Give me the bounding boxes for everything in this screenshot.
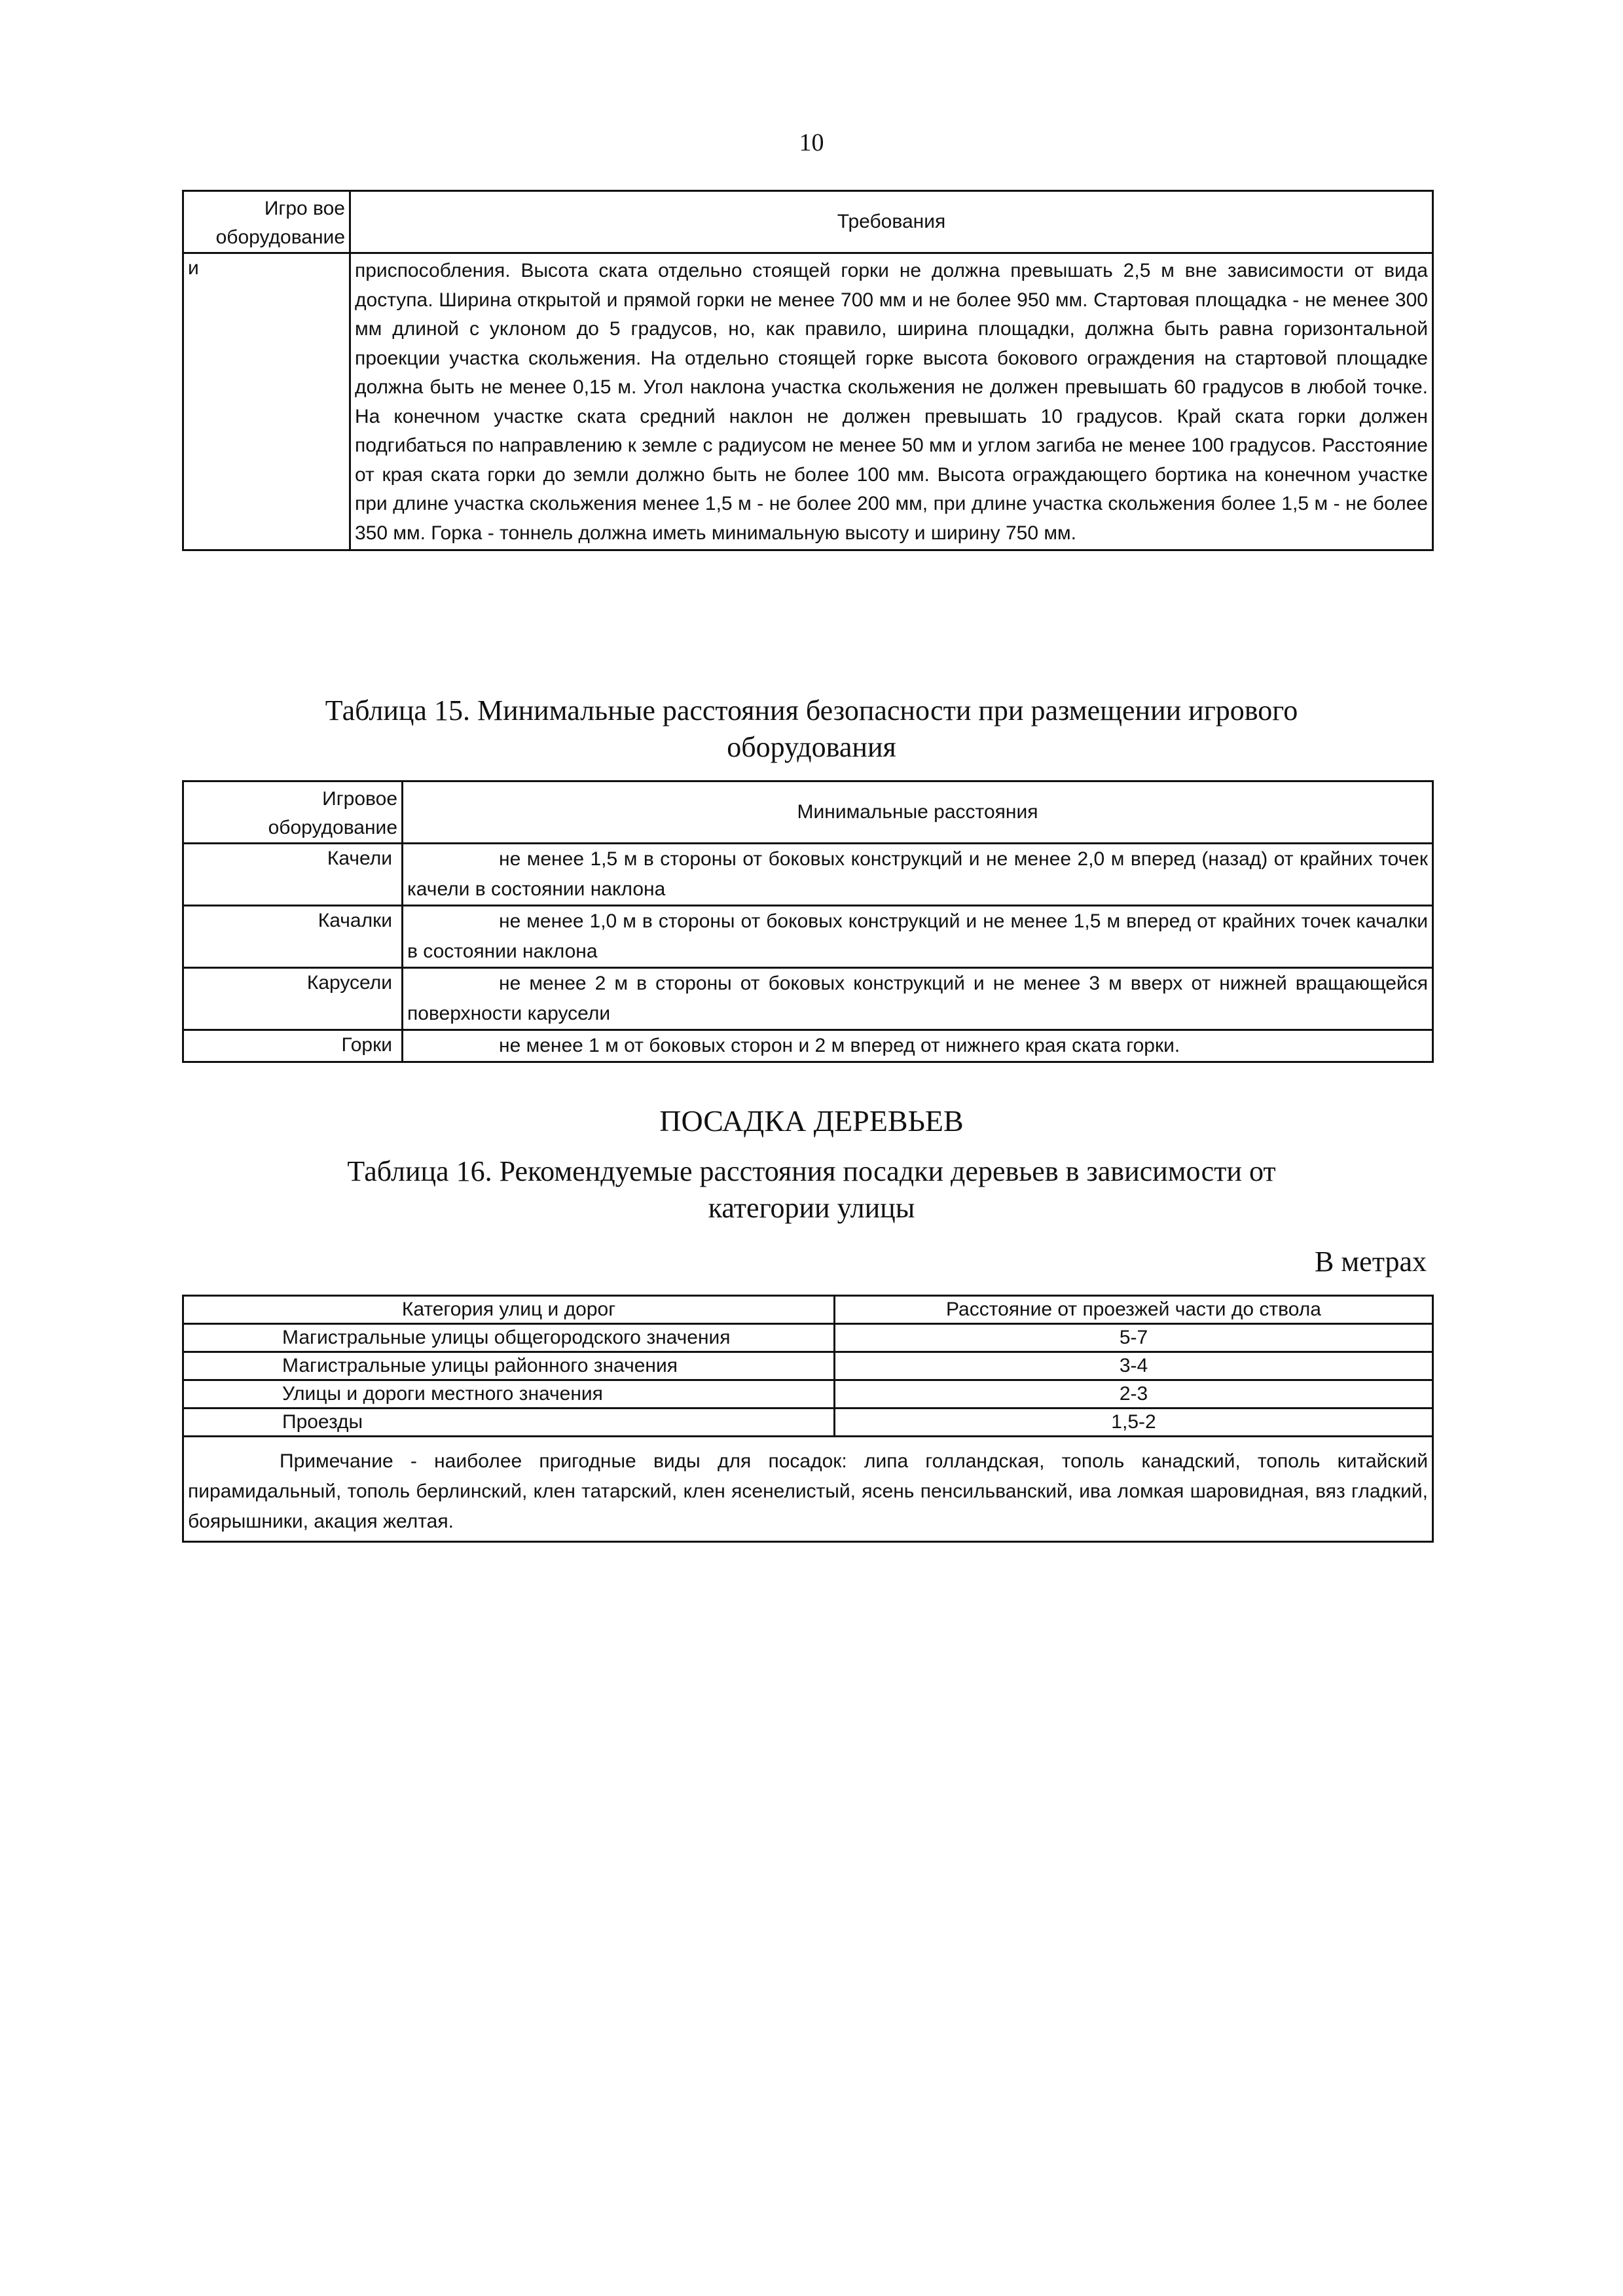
table-header-row [183,1296,1433,1324]
table-15-caption [0,692,1623,766]
caption-line: Таблица 15. Минимальные расстояния безопасности при размещении игрового [325,694,1298,726]
planting-distance: 3-4 [835,1352,1433,1380]
street-category: Магистральные улицы общегородского значения [183,1324,835,1352]
table-row [183,253,1433,550]
caption-line: категории улицы [708,1192,915,1224]
planting-distance: 2-3 [835,1380,1433,1408]
distance-cell [403,906,1433,968]
table-row [183,1380,1433,1408]
header-distances: Минимальные расстояния [403,781,1433,844]
header-equipment: Игровое оборудование [183,781,403,844]
table-16 [182,1295,1434,1543]
street-category: Проезды [183,1408,835,1437]
table-15 [182,780,1434,1063]
table-row [183,844,1433,906]
street-category: Магистральные улицы районного значения [183,1352,835,1380]
distance-text: не менее 1,5 м в стороны от боковых конструкций и не менее 2,0 м вперед (назад) от крайних точек качели в состоянии наклона [407,848,1428,900]
header-equipment: Игро вое оборудование [183,191,350,253]
table-row [183,1030,1433,1062]
table-row [183,1408,1433,1437]
equipment-name: Качели [183,844,403,906]
row-label: и [183,253,350,550]
planting-distance: 5-7 [835,1324,1433,1352]
table-header-row [183,191,1433,253]
row-requirements-text: приспособления. Высота ската отдельно стоящей горки не должна превышать 2,5 м вне зависимости от вида доступа. Ширина открытой и прямой горки не менее 700 мм и не более 950 мм. Стартовая площадка - не менее 300 мм длиной с уклоном до 5 градусов, но, как правило, ширина площадки, должна быть равна горизонтальной проекции участка скольжения. На отдельно стоящей горке высота бокового ограждения на стартовой площадке должна быть не менее 0,15 м. Угол наклона участка скольжения не должен превышать 60 градусов в любой точке. На конечном участке ската средний наклон не должен превышать 10 градусов. Край ската горки должен подгибаться по направлению к земле с радиусом не менее 50 мм и углом загиба не менее 100 градусов. Расстояние от края ската горки до земли должно быть не более 100 мм. Высота ограждающего бортика на конечном участке при длине участка скольжения менее 1,5 м - не более 200 мм, при длине участка скольжения более 1,5 м - не более 350 мм. Горка - тоннель должна иметь минимальную высоту и ширину 750 мм. [350,253,1433,550]
table-16-caption [0,1153,1623,1227]
planting-distance: 1,5-2 [835,1408,1433,1437]
equipment-name: Качалки [183,906,403,968]
header-category: Категория улиц и дорог [183,1296,835,1324]
units-label: В метрах [1314,1246,1427,1278]
section-title: ПОСАДКА ДЕРЕВЬЕВ [659,1104,964,1138]
note-cell [183,1437,1433,1542]
header-requirements: Требования [350,191,1433,253]
table-14-continued [182,190,1434,551]
equipment-name: Карусели [183,968,403,1030]
distance-text: не менее 1,0 м в стороны от боковых конструкций и не менее 1,5 м вперед от крайних точек качалки в состоянии наклона [407,910,1428,962]
equipment-name: Горки [183,1030,403,1062]
note-text: Примечание - наиболее пригодные виды для посадок: липа голландская, тополь канадский, тополь китайский пирамидальный, тополь берлинский, клен татарский, клен ясенелистый, ясень пенсильванский, ива ломкая шаровидная, вяз гладкий, боярышники, акация желтая. [188,1450,1428,1532]
caption-line: оборудования [727,731,896,763]
distance-text: не менее 2 м в стороны от боковых конструкций и не менее 3 м вверх от нижней вращающейся поверхности карусели [407,973,1428,1024]
distance-cell [403,844,1433,906]
page-number: 10 [799,129,824,156]
table-row [183,1324,1433,1352]
table-note-row [183,1437,1433,1542]
distance-text: не менее 1 м от боковых сторон и 2 м вперед от нижнего края ската горки. [499,1035,1180,1056]
header-distance: Расстояние от проезжей части до ствола [835,1296,1433,1324]
table-header-row [183,781,1433,844]
table-row [183,1352,1433,1380]
distance-cell [403,1030,1433,1062]
table-row [183,968,1433,1030]
table-row [183,906,1433,968]
street-category: Улицы и дороги местного значения [183,1380,835,1408]
distance-cell [403,968,1433,1030]
caption-line: Таблица 16. Рекомендуемые расстояния посадки деревьев в зависимости от [347,1155,1276,1187]
